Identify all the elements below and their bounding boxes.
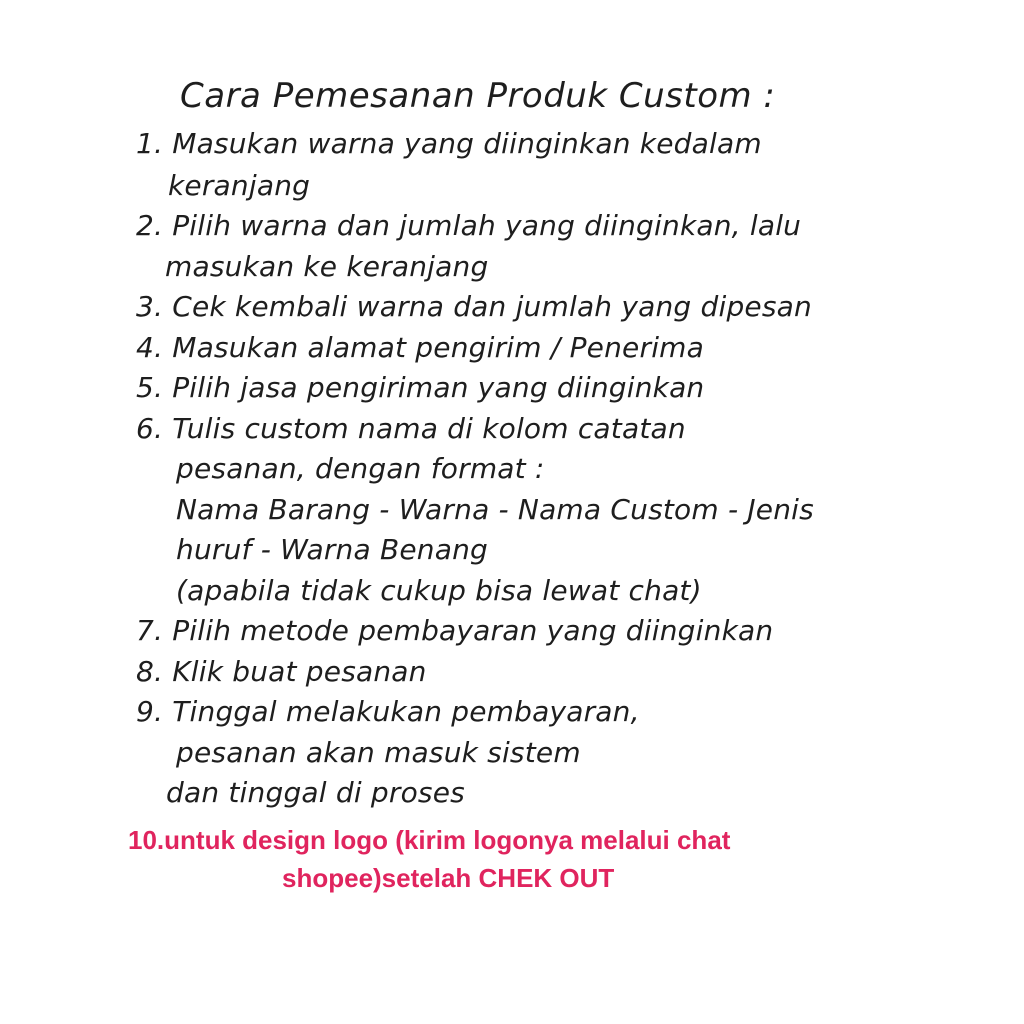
step-1-line-2: keranjang: [168, 169, 311, 202]
step-6-line-1: 6. Tulis custom nama di kolom catatan: [136, 412, 686, 445]
step-6-line-2: pesanan, dengan format :: [176, 452, 545, 485]
step-2-line-1: 2. Pilih warna dan jumlah yang diinginkan, lalu: [136, 209, 802, 242]
step-2-line-2: masukan ke keranjang: [165, 250, 489, 283]
step-3: 3. Cek kembali warna dan jumlah yang dipesan: [136, 290, 812, 323]
step-10-note-line-2: shopee)setelah CHEK OUT: [282, 863, 615, 893]
step-6-format-cont: huruf - Warna Benang: [176, 533, 488, 566]
step-8: 8. Klik buat pesanan: [136, 655, 427, 688]
step-10-note-line-1: 10.untuk design logo (kirim logonya melalui chat: [128, 825, 731, 855]
step-9-line-1: 9. Tinggal melakukan pembayaran,: [136, 695, 640, 728]
step-4: 4. Masukan alamat pengirim / Penerima: [136, 331, 705, 364]
step-7: 7. Pilih metode pembayaran yang diinginkan: [136, 614, 774, 647]
step-6-format: Nama Barang - Warna - Nama Custom - Jenis: [176, 493, 814, 526]
step-6-note: (apabila tidak cukup bisa lewat chat): [176, 574, 702, 607]
page-title: Cara Pemesanan Produk Custom :: [180, 76, 776, 116]
step-9-line-3: dan tinggal di proses: [166, 776, 465, 809]
step-9-line-2: pesanan akan masuk sistem: [176, 736, 581, 769]
step-5: 5. Pilih jasa pengiriman yang diinginkan: [136, 371, 705, 404]
step-1-line-1: 1. Masukan warna yang diinginkan kedalam: [136, 127, 762, 160]
